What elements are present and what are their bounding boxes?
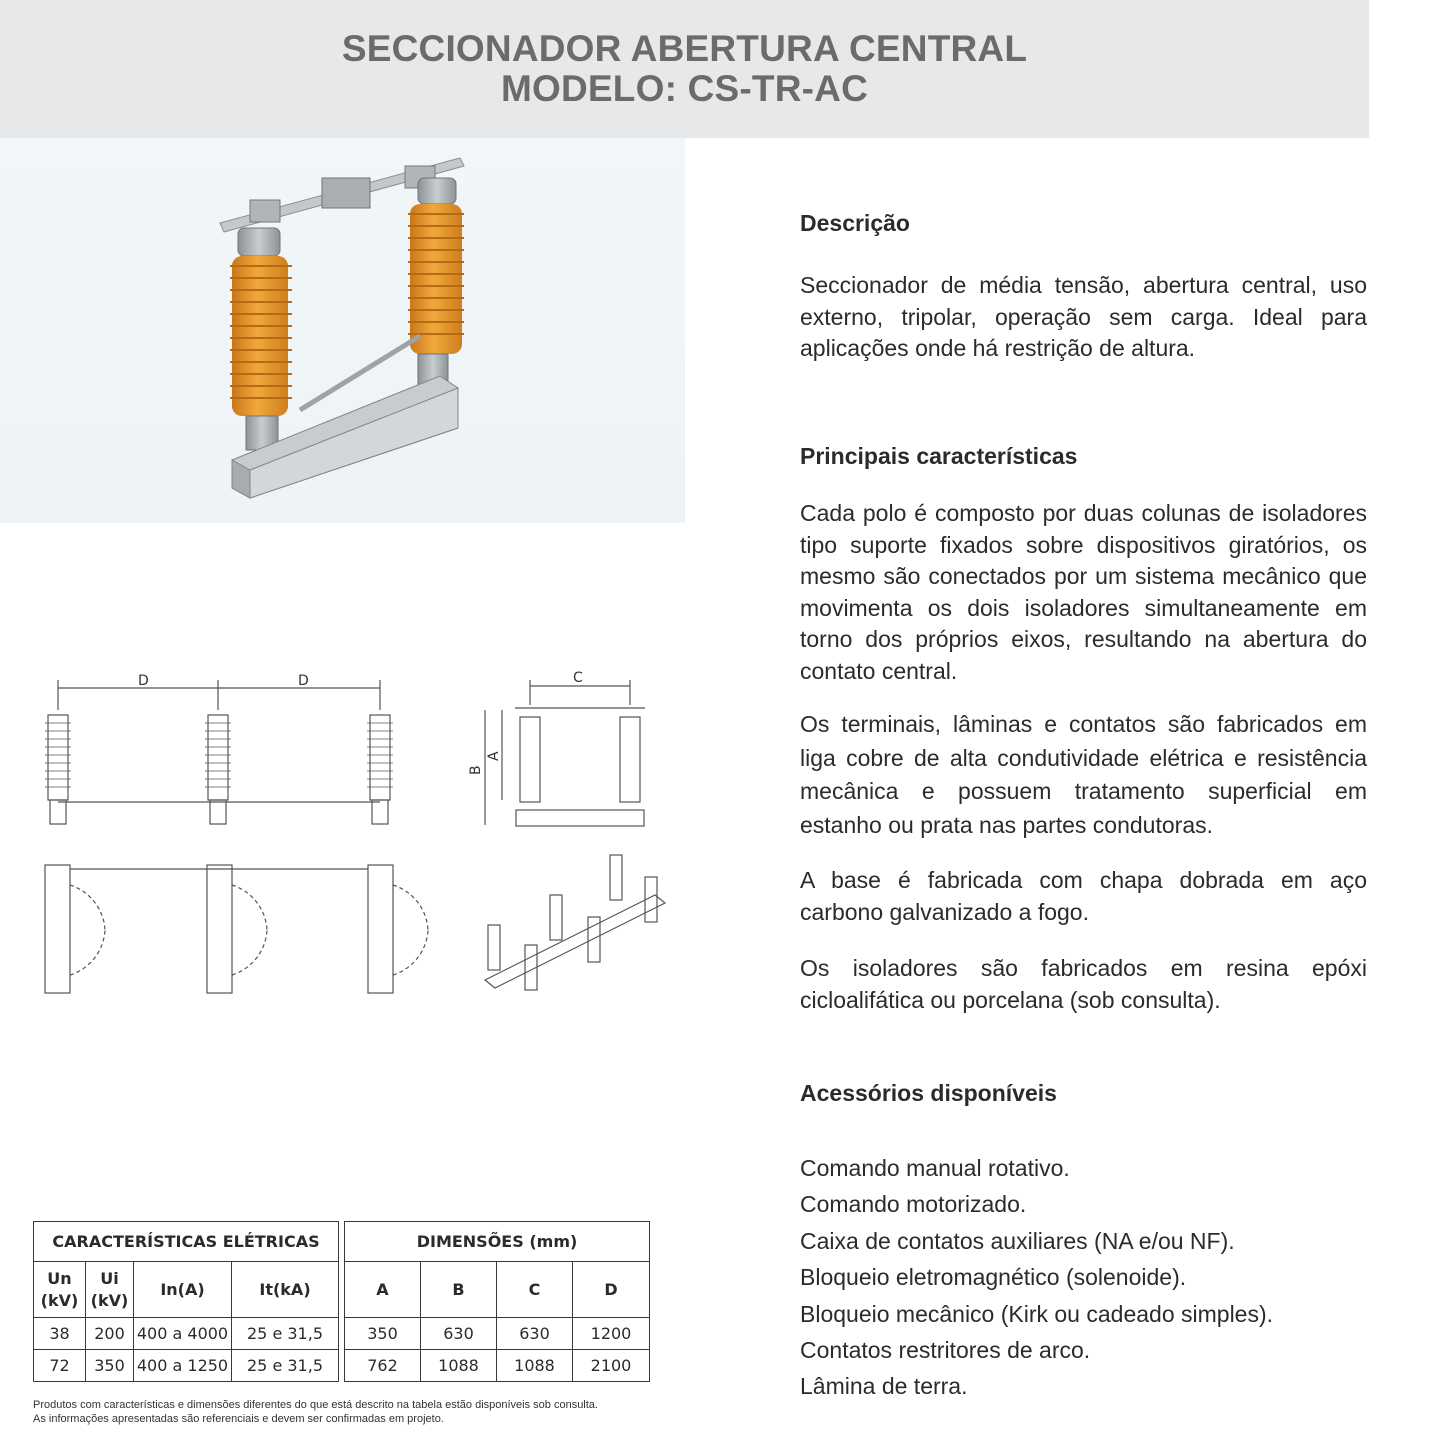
table-cell: 1088: [497, 1350, 573, 1382]
list-item: Comando motorizado.: [800, 1191, 1027, 1218]
dim-label-b: B: [468, 765, 484, 775]
caracteristicas-title: Principais características: [800, 443, 1078, 469]
list-item: Contatos restritores de arco.: [800, 1337, 1091, 1364]
list-item: Lâmina de terra.: [800, 1373, 968, 1400]
dim-label-d-left: D: [138, 673, 149, 689]
product-illustration: [0, 138, 685, 523]
acessorios-list: [800, 1150, 1367, 1405]
table-header-cell: Un (kV): [34, 1262, 86, 1318]
table-cell: 25 e 31,5: [232, 1318, 339, 1350]
page-subtitle-model: MODELO: CS-TR-AC: [501, 68, 868, 109]
table-cell: 630: [421, 1318, 497, 1350]
table-title: CARACTERÍSTICAS ELÉTRICAS: [34, 1222, 339, 1262]
table-cell: 630: [497, 1318, 573, 1350]
table-header-cell: In(A): [134, 1262, 232, 1318]
page-title: SECCIONADOR ABERTURA CENTRAL: [341, 28, 1028, 69]
front-insulator-2: [205, 715, 231, 824]
table-row: [345, 1318, 650, 1350]
table-cell: 200: [86, 1318, 134, 1350]
page-header: [0, 0, 1369, 138]
table-row: [34, 1318, 339, 1350]
table-row: [34, 1350, 339, 1382]
front-insulator-3: [367, 715, 393, 824]
table-cell: 38: [34, 1318, 86, 1350]
acessorios-title: Acessórios disponíveis: [800, 1080, 1057, 1106]
table-header-cell: A: [345, 1262, 421, 1318]
dim-label-d-right: D: [298, 673, 309, 689]
caracteristicas-paragraph-3: A base é fabricada com chapa dobrada em aço carbono galvanizado a fogo.: [800, 867, 1367, 925]
list-item: Bloqueio mecânico (Kirk ou cadeado simples).: [800, 1300, 1274, 1327]
table-header-cell: B: [421, 1262, 497, 1318]
list-item: Comando manual rotativo.: [800, 1155, 1070, 1181]
table-cell: 762: [345, 1350, 421, 1382]
table-header-cell: D: [573, 1262, 650, 1318]
table-caracteristicas-eletricas: [33, 1221, 339, 1382]
table-cell: 2100: [573, 1350, 650, 1382]
left-insulator-sheds: [230, 256, 292, 416]
dim-label-c: C: [573, 670, 583, 686]
dim-label-a: A: [486, 751, 502, 761]
caracteristicas-paragraph-1: Cada polo é composto por duas colunas de isoladores tipo suporte fixados sobre dispositivos giratórios, os mesmo são conectados por um sistema mecânico que movimenta os dois isoladores simultaneamente em torno dos próprios eixos, resultando na abertura do contato central.: [800, 500, 1367, 684]
footnote: [33, 1399, 598, 1426]
footnote-line-2: As informações apresentadas são referenciais e devem ser confirmadas em projeto.: [33, 1412, 444, 1425]
table-row: [345, 1350, 650, 1382]
table-cell: 25 e 31,5: [232, 1350, 339, 1382]
table-cell: 1200: [573, 1318, 650, 1350]
table-cell: 350: [86, 1350, 134, 1382]
table-cell: 1088: [421, 1350, 497, 1382]
table-cell: 400 a 4000: [134, 1318, 232, 1350]
table-header-cell: Ui (kV): [86, 1262, 134, 1318]
table-dimensoes: [344, 1221, 650, 1382]
footnote-line-1: Produtos com características e dimensões diferentes do que está descrito na tabela estão disponíveis sob consulta.: [33, 1399, 598, 1411]
table-cell: 72: [34, 1350, 86, 1382]
caracteristicas-paragraph-4: Os isoladores são fabricados em resina epóxi cicloalifática ou porcelana (sob consulta).: [800, 955, 1367, 1013]
descricao-title: Descrição: [800, 210, 910, 236]
list-item: Bloqueio eletromagnético (solenoide).: [800, 1264, 1187, 1291]
caracteristicas-paragraph-2: Os terminais, lâminas e contatos são fabricados em liga cobre de alta condutividade elétrica e resistência mecânica e possuem tratamento superficial em estanho ou prata nas partes condutoras.: [800, 711, 1367, 838]
descricao-text: Seccionador de média tensão, abertura central, uso externo, tripolar, operação sem carga. Ideal para aplicações onde há restrição de altura.: [800, 272, 1367, 361]
table-cell: 400 a 1250: [134, 1350, 232, 1382]
list-item: Caixa de contatos auxiliares (NA e/ou NF).: [800, 1227, 1235, 1254]
table-header-cell: It(kA): [232, 1262, 339, 1318]
table-header-cell: C: [497, 1262, 573, 1318]
technical-drawings: [30, 655, 680, 1015]
front-insulator-1: [45, 715, 71, 824]
table-cell: 350: [345, 1318, 421, 1350]
table-title: DIMENSÕES (mm): [345, 1222, 650, 1262]
